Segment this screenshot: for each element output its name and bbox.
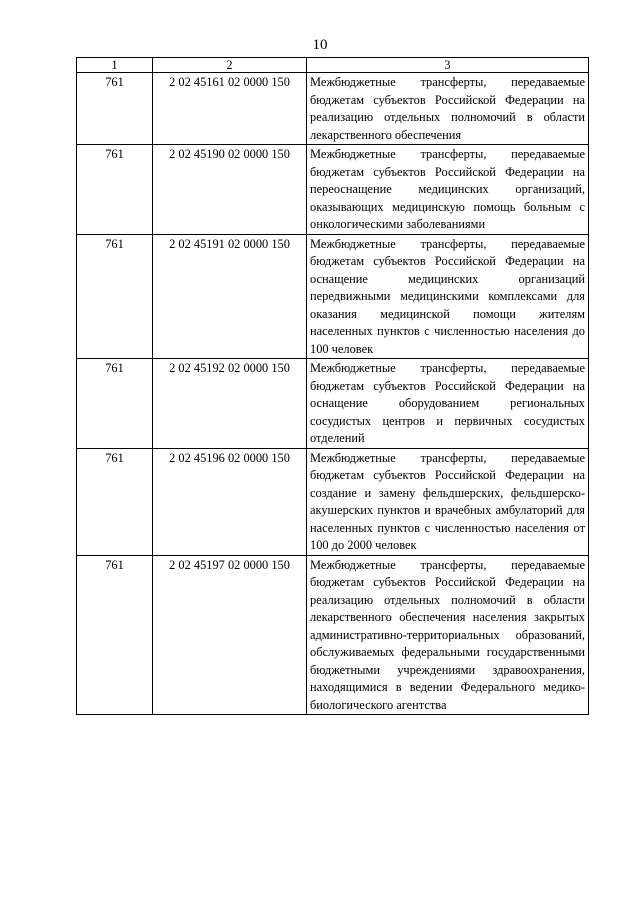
page-number: 10 xyxy=(312,37,328,53)
table-header-row xyxy=(77,58,589,73)
revenue-name-cell: Межбюджетные трансферты, передаваемые бюджетам субъектов Российской Федерации на реализацию отдельных полномочий в области лекарственного обеспечения xyxy=(307,73,589,145)
revenue-name-cell: Межбюджетные трансферты, передаваемые бюджетам субъектов Российской Федерации на реализацию отдельных полномочий в области лекарственного обеспечения населения закрытых административно-территориальных образований, обслуживаемых федеральными государственными бюджетными учреждениями здравоохранения, находящимися в ведении Федерального медико-биологического агентства xyxy=(307,555,589,715)
budget-classification-code-cell: 2 02 45196 02 0000 150 xyxy=(153,448,307,555)
budget-classification-code-cell: 2 02 45190 02 0000 150 xyxy=(153,145,307,235)
column-number-2: 2 xyxy=(153,58,307,73)
administrator-code-cell: 761 xyxy=(77,448,153,555)
revenue-name-cell: Межбюджетные трансферты, передаваемые бюджетам субъектов Российской Федерации на оснащение оборудованием региональных сосудистых центров и первичных сосудистых отделений xyxy=(307,359,589,449)
budget-classification-code-cell: 2 02 45191 02 0000 150 xyxy=(153,234,307,359)
revenue-name-cell: Межбюджетные трансферты, передаваемые бюджетам субъектов Российской Федерации на переоснащение медицинских организаций, оказывающих медицинскую помощь больным с онкологическими заболеваниями xyxy=(307,145,589,235)
revenue-name-cell: Межбюджетные трансферты, передаваемые бюджетам субъектов Российской Федерации на создание и замену фельдшерских, фельдшерско-акушерских пунктов и врачебных амбулаторий для населенных пунктов с численностью населения от 100 до 2000 человек xyxy=(307,448,589,555)
table-row xyxy=(77,145,589,235)
administrator-code-cell: 761 xyxy=(77,145,153,235)
administrator-code-cell: 761 xyxy=(77,73,153,145)
column-number-1: 1 xyxy=(77,58,153,73)
administrator-code-cell: 761 xyxy=(77,234,153,359)
budget-classification-code-cell: 2 02 45161 02 0000 150 xyxy=(153,73,307,145)
table-row xyxy=(77,73,589,145)
table-row xyxy=(77,555,589,715)
administrator-code-cell: 761 xyxy=(77,555,153,715)
budget-classification-code-cell: 2 02 45192 02 0000 150 xyxy=(153,359,307,449)
administrator-code-cell: 761 xyxy=(77,359,153,449)
table-row xyxy=(77,234,589,359)
revenue-name-cell: Межбюджетные трансферты, передаваемые бюджетам субъектов Российской Федерации на оснащение медицинских организаций передвижными медицинскими комплексами для оказания медицинской помощи жителям населенных пунктов с численностью населения до 100 человек xyxy=(307,234,589,359)
budget-classification-code-cell: 2 02 45197 02 0000 150 xyxy=(153,555,307,715)
column-number-3: 3 xyxy=(307,58,589,73)
table-row xyxy=(77,359,589,449)
table-row xyxy=(77,448,589,555)
budget-revenue-table xyxy=(76,57,589,715)
